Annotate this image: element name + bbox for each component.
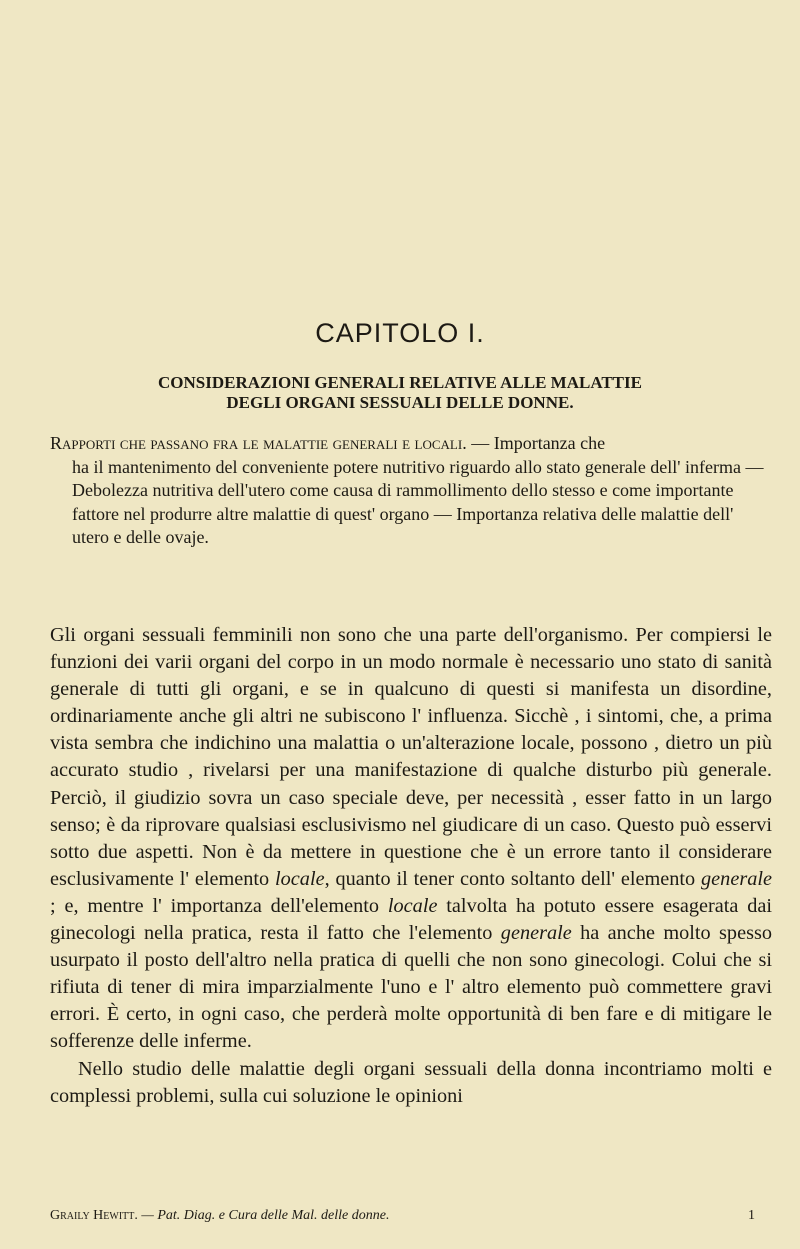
paragraph-2: Nello studio delle malattie degli organi sessuali della donna incontriamo molti e complessi problemi, sulla cui soluzione le opinioni xyxy=(50,1057,772,1107)
p1-emphasis-locale-2: locale xyxy=(387,894,438,917)
body-text xyxy=(50,622,772,1110)
p1-emphasis-generale: generale xyxy=(701,867,772,890)
footer-citation xyxy=(50,1208,389,1224)
footer-title: — Pat. Diag. e Cura delle Mal. delle donne. xyxy=(137,1208,390,1223)
p1-text-c: ; e, mentre l' importanza dell'elemento xyxy=(50,894,388,917)
chapter-heading xyxy=(60,373,740,413)
page-footer xyxy=(50,1208,755,1224)
heading-line-2: DEGLI ORGANI SESSUALI DELLE DONNE. xyxy=(226,393,574,412)
heading-line-1: CONSIDERAZIONI GENERALI RELATIVE ALLE MALATTIE xyxy=(158,373,642,392)
p1-text-e: ha anche molto spesso usurpato il posto dell'altro nella pratica di quelli che non sono ginecologi. Colui che si rifiuta di tener di mira imparzialmente l'uno e l' altro elemento può commettere gravi errori. È certo, in ogni caso, che perderà molte opportunità di ben fare e di mitigare le sofferenze delle inferme. xyxy=(50,922,773,1053)
p1-emphasis-generale-2: generale xyxy=(500,922,572,945)
summary-first-line xyxy=(50,432,770,456)
p1-emphasis-locale: locale xyxy=(275,867,325,890)
chapter-summary xyxy=(50,432,770,550)
chapter-title: CAPITOLO I. xyxy=(315,318,485,348)
paragraph-1 xyxy=(50,622,772,1056)
p1-text-d: talvolta ha potuto essere esagerata dai ginecologi nella pratica, resta il fatto che l'elemento xyxy=(50,894,772,945)
summary-first-text: — Importanza che xyxy=(466,433,606,453)
p1-text-a: Gli organi sessuali femminili non sono che una parte dell'organismo. Per compiersi le funzioni dei varii organi del corpo in un modo normale è necessario uno stato di sanità generale di tutti gli organi, e se in qualcuno di questi si manifesta un disordine, ordinariamente anche gli altri ne subiscono l' influenza. Sicchè , i sintomi, che, a prima vista sembra che indichino una malattia o un'alterazione locale, possono , dietro un più accurato studio , rivelarsi per una manifestazione di qualche disturbo più generale. Perciò, il giudizio sovra un caso speciale deve, per necessità , esser fatto in un largo senso; è da riprovare qualsiasi esclusivismo nel giudicare di un caso. Questo può esservi sotto due aspetti. Non è da mettere in questione che è un errore tanto il considerare esclusivamente l' elemento xyxy=(50,624,772,890)
p1-text-b: , quanto il tener conto soltanto dell' elemento xyxy=(324,867,702,890)
summary-smallcaps: Rapporti che passano fra le malattie generali e locali. xyxy=(50,433,467,453)
summary-rest-text: ha il mantenimento del conveniente potere nutritivo riguardo allo stato generale dell' inferma — Debolezza nutritiva dell'utero come causa di rammollimento dello stesso e come importante fattore nel produrre altre malattie di quest' organo — Importanza relativa delle malattie dell' utero e delle ovaje. xyxy=(72,456,764,547)
footer-author: Graily Hewitt. xyxy=(50,1208,138,1223)
signature-mark: 1 xyxy=(748,1208,755,1223)
